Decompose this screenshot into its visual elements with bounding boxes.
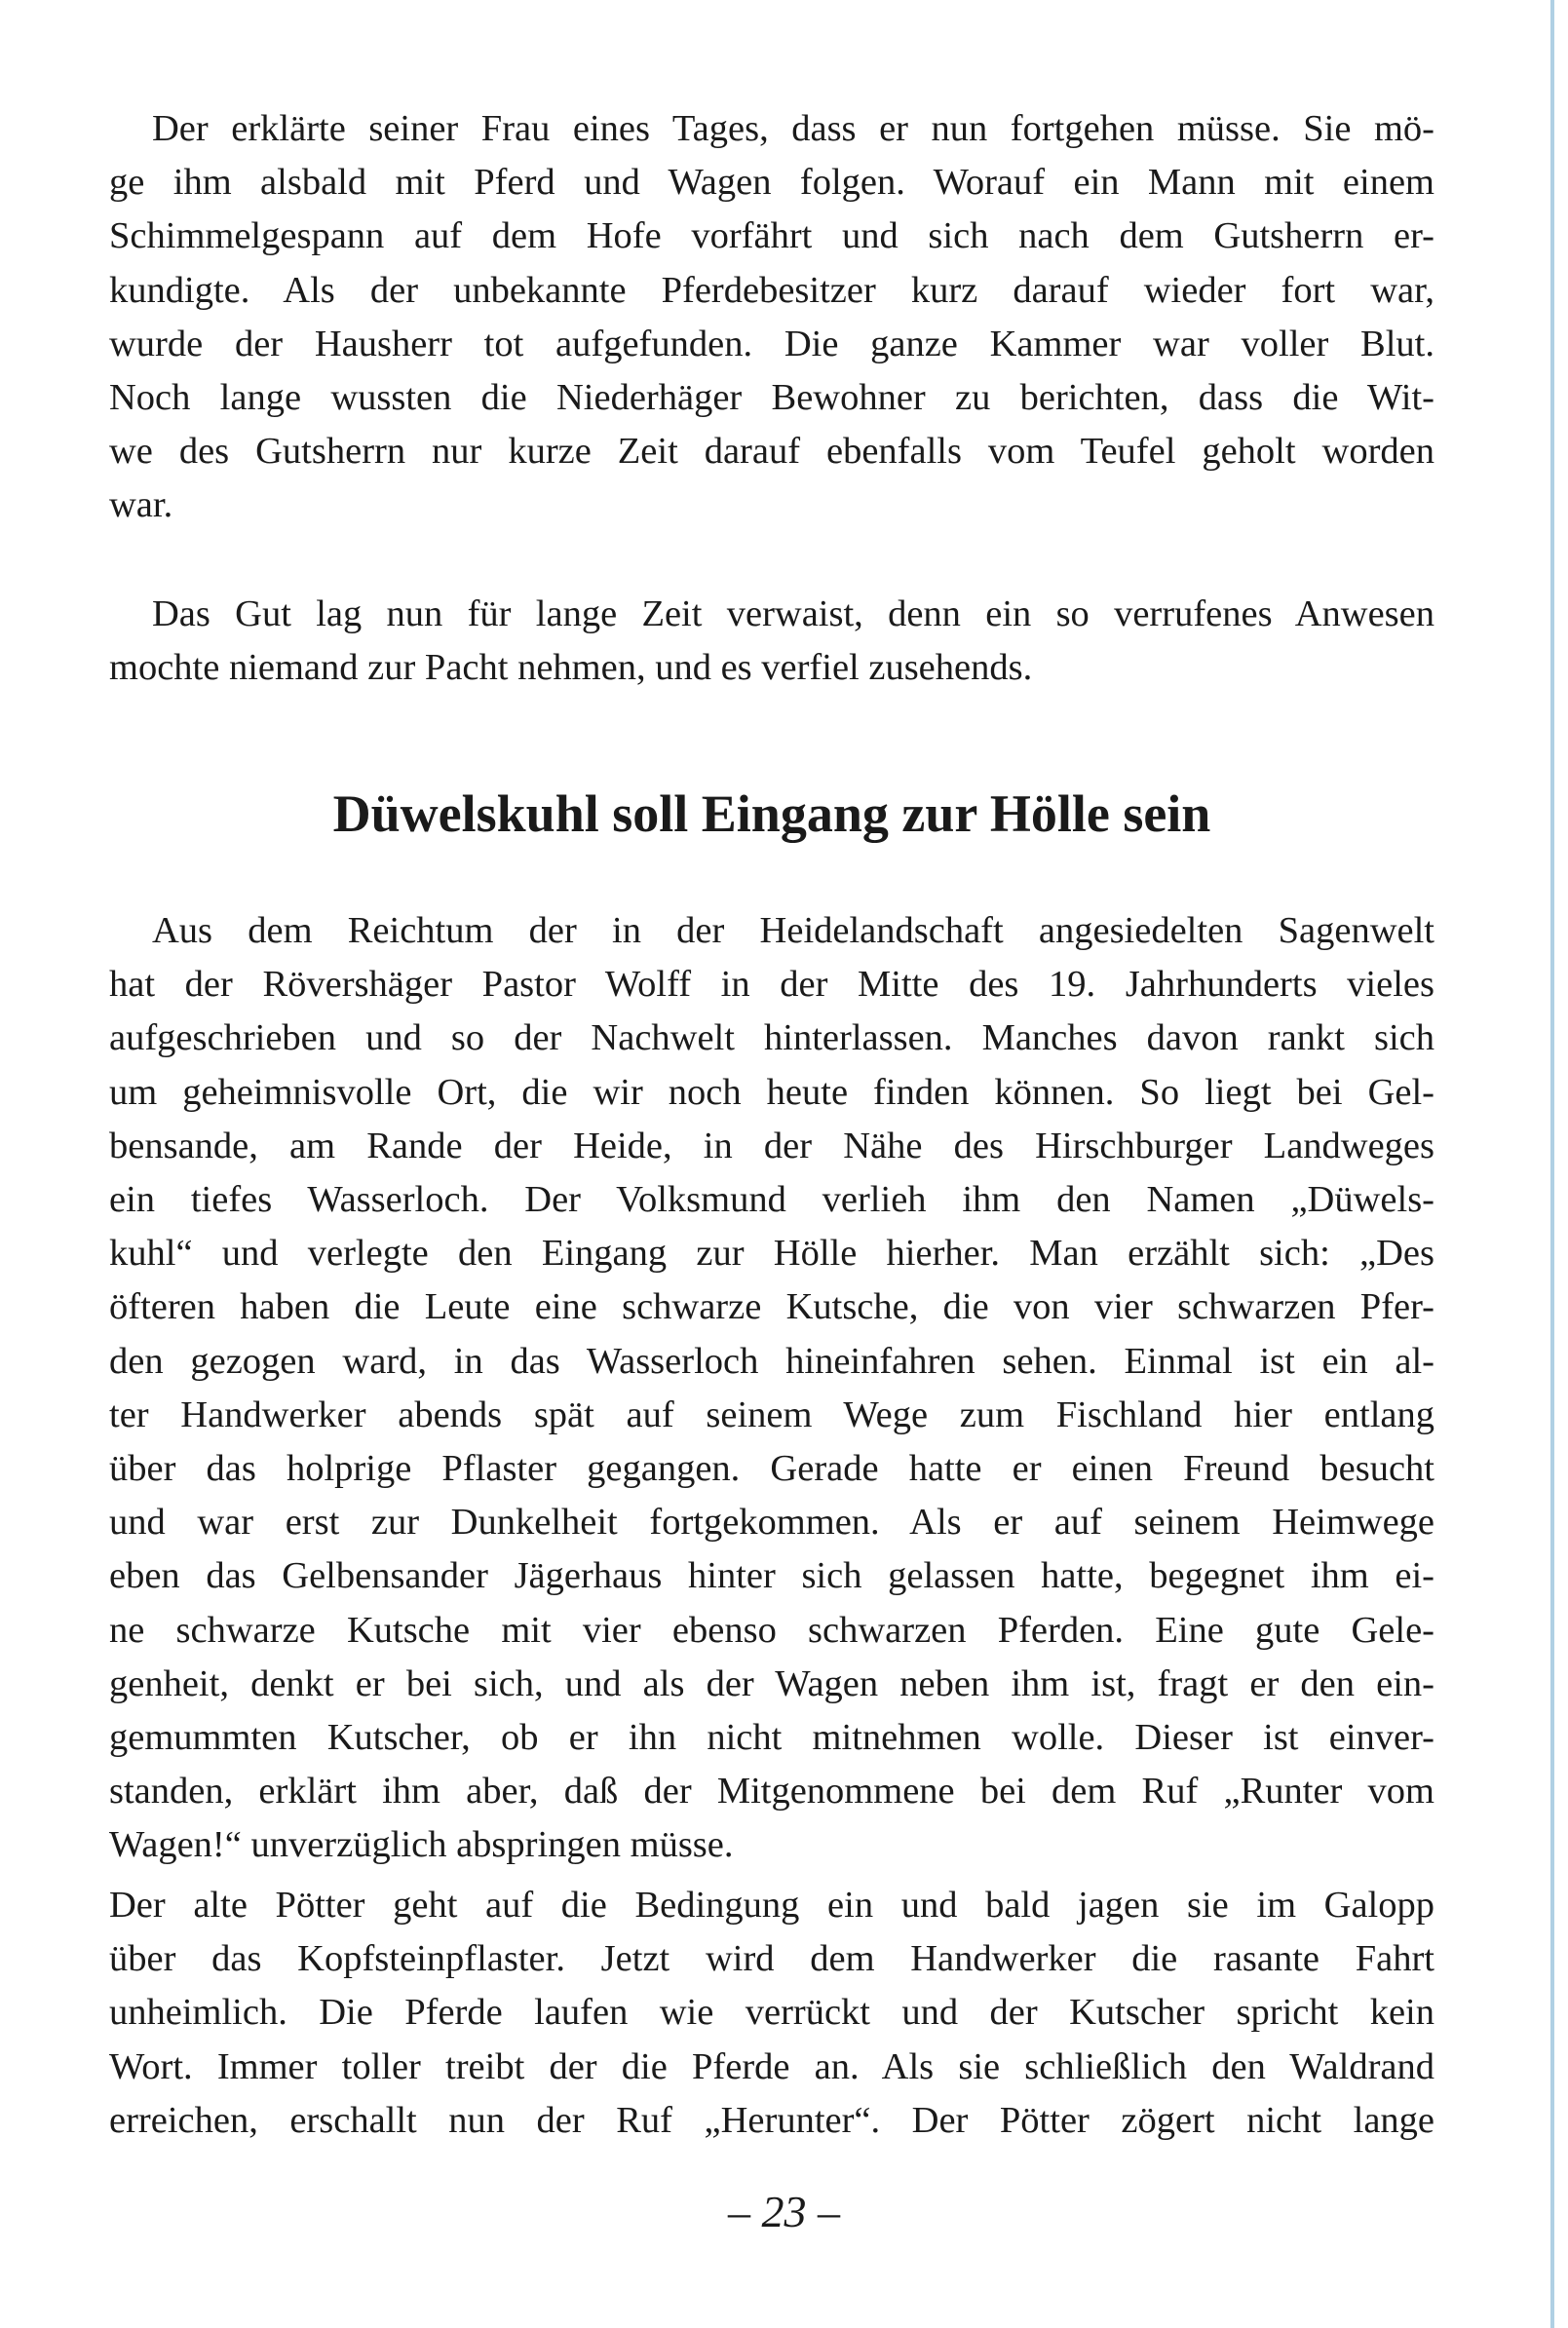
text-line: Wagen!“ unverzüglich abspringen müsse.: [109, 1824, 734, 1866]
text-line: standen, erklärt ihm aber, daß der Mitgenommene bei dem Ruf „Runter vom: [109, 1771, 1434, 1813]
paragraph-4: [109, 1879, 1434, 2148]
paragraph-3: [109, 904, 1434, 1873]
text-line: mochte niemand zur Pacht nehmen, und es verfiel zusehends.: [109, 647, 1033, 689]
text-line: hat der Rövershäger Pastor Wolff in der Mitte des 19. Jahrhunderts vieles: [109, 964, 1434, 1006]
text-line: öfteren haben die Leute eine schwarze Kutsche, die von vier schwarzen Pfer-: [109, 1286, 1434, 1328]
text-line: kundigte. Als der unbekannte Pferdebesitzer kurz darauf wieder fort war,: [109, 269, 1434, 311]
text-line: eben das Gelbensander Jägerhaus hinter sich gelassen hatte, begegnet ihm ei-: [109, 1555, 1434, 1597]
text-line: Der alte Pötter geht auf die Bedingung ein und bald jagen sie im Galopp: [109, 1885, 1434, 1926]
text-line: und war erst zur Dunkelheit fortgekommen. Als er auf seinem Heimwege: [109, 1502, 1434, 1544]
text-line: Schimmelgespann auf dem Hofe vorfährt und sich nach dem Gutsherrn er-: [109, 215, 1434, 257]
text-line: ge ihm alsbald mit Pferd und Wagen folgen. Worauf ein Mann mit einem: [109, 162, 1434, 204]
section-heading: Düwelskuhl soll Eingang zur Hölle sein: [332, 784, 1211, 843]
text-line: um geheimnisvolle Ort, die wir noch heute finden können. So liegt bei Gel-: [109, 1071, 1434, 1113]
text-line: über das Kopfsteinpflaster. Jetzt wird dem Handwerker die rasante Fahrt: [109, 1938, 1434, 1980]
text-line: erreichen, erschallt nun der Ruf „Herunter“. Der Pötter zögert nicht lange: [109, 2099, 1434, 2141]
text-line: we des Gutsherrn nur kurze Zeit darauf ebenfalls vom Teufel geholt worden: [109, 431, 1434, 473]
text-line: kuhl“ und verlegte den Eingang zur Hölle hierher. Man erzählt sich: „Des: [109, 1233, 1434, 1275]
text-line: aufgeschrieben und so der Nachwelt hinterlassen. Manches davon rankt sich: [109, 1017, 1434, 1059]
text-line: genheit, denkt er bei sich, und als der Wagen neben ihm ist, fragt er den ein-: [109, 1662, 1434, 1704]
text-line: Das Gut lag nun für lange Zeit verwaist, denn ein so verrufenes Anwesen: [152, 593, 1434, 634]
text-line: ter Handwerker abends spät auf seinem Wege zum Fischland hier entlang: [109, 1393, 1434, 1435]
text-line: gemummten Kutscher, ob er ihn nicht mitnehmen wolle. Dieser ist einver-: [109, 1717, 1434, 1759]
text-line: war.: [109, 484, 173, 526]
page-number: – 23 –: [728, 2187, 840, 2236]
text-line: Aus dem Reichtum der in der Heidelandschaft angesiedelten Sagenwelt: [152, 910, 1434, 951]
text-line: unheimlich. Die Pferde laufen wie verrückt und der Kutscher spricht kein: [109, 1992, 1434, 2034]
text-line: Der erklärte seiner Frau eines Tages, dass er nun fortgehen müsse. Sie mö-: [152, 108, 1434, 149]
text-line: Noch lange wussten die Niederhäger Bewohner zu berichten, dass die Wit-: [109, 377, 1434, 419]
text-line: über das holprige Pflaster gegangen. Gerade hatte er einen Freund besucht: [109, 1448, 1434, 1490]
text-line: wurde der Hausherr tot aufgefunden. Die ganze Kammer war voller Blut.: [109, 323, 1434, 364]
text-line: bensande, am Rande der Heide, in der Nähe des Hirschburger Landweges: [109, 1125, 1434, 1166]
text-line: ne schwarze Kutsche mit vier ebenso schwarzen Pferden. Eine gute Gele-: [109, 1609, 1434, 1651]
text-line: den gezogen ward, in das Wasserloch hineinfahren sehen. Einmal ist ein al-: [109, 1340, 1434, 1382]
text-line: ein tiefes Wasserloch. Der Volksmund verlieh ihm den Namen „Düwels-: [109, 1179, 1434, 1221]
scan-edge-line: [1550, 0, 1554, 2328]
paragraph-1: [109, 102, 1434, 533]
paragraph-2: [109, 588, 1434, 695]
text-line: Wort. Immer toller treibt der die Pferde an. Als sie schließlich den Waldrand: [109, 2045, 1434, 2087]
